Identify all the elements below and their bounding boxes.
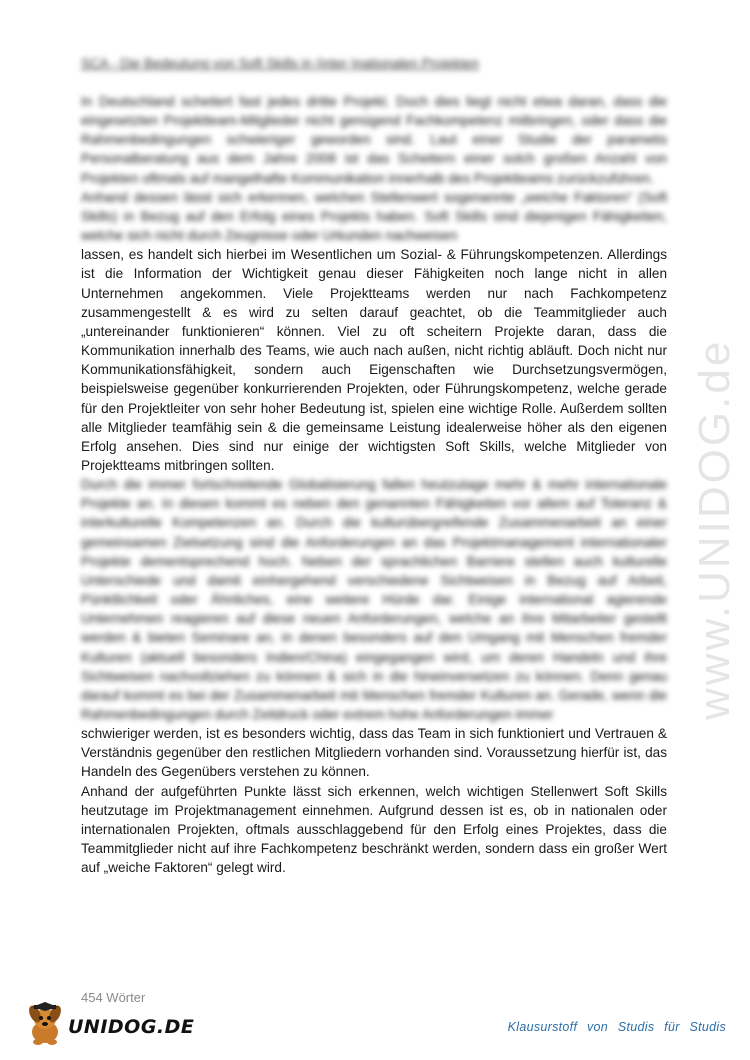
slogan-word: Studis	[689, 1020, 726, 1034]
slogan-word: von	[587, 1020, 609, 1034]
paragraph-international-start: Durch die immer fortschreitende Globalisierung fallen heutzutage mehr & mehr internationale Projekte an. In diesen kommt es neben den genannten Fähigkeiten vor allem auf Toleranz & interkulturelle Kompetenzen an. Durch die kulturübergreifende Zusammenarbeit an einer gemeinsamen Zielsetzung sind die Anforderungen an das Projektmanagement internationaler Projekte dementsprechend hoch. Neben der sprachlichen Barriere stellen auch kulturelle Unterschiede und damit einhergehend verschiedene Sichtweisen in Bezug auf Arbeit, Pünktlichkeit oder Ähnliches, eine weitere Hürde dar. Einige international agierende Unternehmen reagieren auf diese neuen Anforderungen, welche an ihre Mitarbeiter gestellt werden & bieten Seminare an, in denen besonders auf den Umgang mit Menschen fremder Kulturen (aktuell besonders Indien/China) eingegangen wird, um deren Handeln und ihre Sichtweisen nachvollziehen zu können & sich in die hineinversetzen zu können. Denn genau darauf kommt es bei der Zusammenarbeit mit Menschen fremder Kulturen an. Gerade, wenn die Rahmenbedingungen durch Zeitdruck oder extrem hohe Anforderungen immer	[81, 477, 667, 722]
slogan-word: Klausurstoff	[507, 1020, 578, 1034]
paragraph-intro: In Deutschland scheitert fast jedes dritte Projekt. Doch dies liegt nicht etwa daran, dass die eingesetzten Projektteam-Mitglieder nicht genügend Fachkompetenz mitbringen, oder dass die Rahmenbedingungen schwieriger geworden sind. Laut einer Studie der parametis Personalberatung aus dem Jahre 2008 ist das Scheitern einer solch großen Anzahl von Projekten oftmals auf mangelhafte Kommunikation innerhalb des Projektteams zurückzuführen.	[81, 94, 667, 186]
document-body	[81, 92, 667, 877]
slogan-word: für	[664, 1020, 680, 1034]
watermark: www.UNIDOG.de	[690, 338, 739, 720]
paragraph-soft-skills-start: Anhand dessen lässt sich erkennen, welchen Stellenwert sogenannte „weiche Faktoren“ (Soft Skills) in Bezug auf den Erfolg eines Projekts haben. Soft Skills sind diejenigen Fähigkeiten, welche sich nicht durch Zeugnisse oder Urkunden nachweisen	[81, 189, 667, 244]
paragraph-soft-skills-visible: lassen, es handelt sich hierbei im Wesentlichen um Sozial- & Führungskompetenzen. Allerdings ist die Information der Wichtigkeit genau dieser Fähigkeiten noch lange nicht in allen Unternehmen angekommen. Viele Projektteams werden nur nach Fachkompetenz zusammengestellt & es wird zu selten darauf geachtet, ob die Teammitglieder auch „untereinander funktionieren“ können. Viel zu oft scheitern Projekte daran, dass die Kommunikation innerhalb des Teams, wie auch nach außen, nicht richtig abläuft. Doch nicht nur Kommunikationsfähigkeit, sondern auch Eigenschaften wie Durchsetzungsvermögen, beispielsweise gegenüber konkurrierenden Projekten, oder Führungskompetenz, welche gerade für den Projektleiter von sehr hoher Bedeutung ist, spielen eine wichtige Rolle. Außerdem sollten alle Mitglieder teamfähig sein & die gemeinsame Leistung idealerweise höher als den eigenen Erfolg ansehen. Dies sind nur einige der wichtigsten Soft Skills, welche Mitglieder von Projektteams mitbringen sollten.	[81, 247, 667, 473]
document-title: SCA - Die Bedeutung von Soft Skills in (inter-)nationalen Projekten	[81, 56, 479, 71]
logo-text: UNIDOG.DE	[68, 1016, 195, 1038]
unidog-logo[interactable]	[24, 1002, 194, 1046]
paragraph-conclusion: Anhand der aufgeführten Punkte lässt sich erkennen, welch wichtigen Stellenwert Soft Skills heutzutage im Projektmanagement einnehmen. Aufgrund dessen ist es, ob in nationalen oder internationalen Projekten, oftmals ausschlaggebend für den Erfolg eines Projektes, dass die Teammitglieder nicht auf ihre Fachkompetenz beschränkt werden, sondern dass ein großer Wert auf „weiche Faktoren“ gelegt wird.	[81, 783, 667, 876]
slogan-word: Studis	[617, 1020, 655, 1034]
word-count: 454 Wörter	[81, 990, 146, 1005]
footer-slogan	[508, 1020, 726, 1034]
dog-mascot-icon	[24, 1002, 66, 1046]
page-footer	[0, 990, 750, 1060]
paragraph-international-visible: schwieriger werden, ist es besonders wichtig, dass das Team in sich funktioniert und Vertrauen & Verständnis gegenüber den restlichen Mitgliedern vorhanden sind. Voraussetzung hierfür ist, das Handeln des Gegenübers verstehen zu können.	[81, 726, 667, 780]
